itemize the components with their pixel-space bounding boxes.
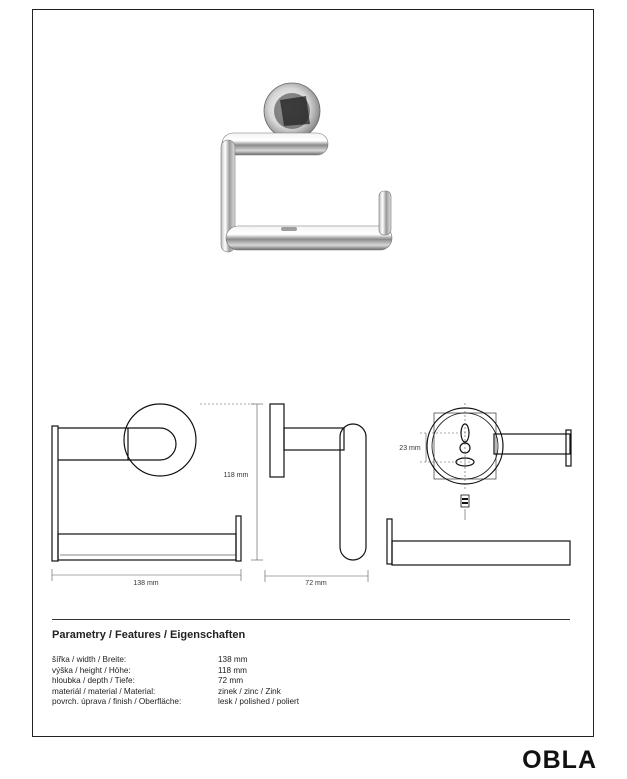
height-dimension-label: 118 mm (223, 472, 249, 479)
spec-value: zinek / zinc / Zink (218, 686, 281, 696)
spec-row-height (52, 666, 452, 677)
spec-value: 138 mm (218, 655, 248, 664)
spec-row-width (52, 655, 452, 666)
spec-row-material (52, 687, 452, 698)
spec-label: materiál / material / Material: (52, 686, 156, 696)
spec-row-depth (52, 676, 452, 687)
spec-table (52, 655, 452, 708)
hole-spacing-label: 23 mm (399, 445, 421, 452)
features-heading: Parametry / Features / Eigenschaften (52, 629, 246, 641)
spec-row-finish (52, 697, 452, 708)
spec-value: lesk / polished / poliert (218, 697, 300, 706)
spec-label: hloubka / depth / Tiefe: (52, 676, 135, 685)
spec-value: 72 mm (218, 676, 244, 685)
spec-label: povrch. úprava / finish / Oberfläche: (52, 697, 182, 706)
front-view (52, 404, 241, 561)
section-divider (52, 619, 570, 620)
depth-dimension-label: 72 mm (305, 580, 327, 587)
width-dimension-label: 138 mm (133, 580, 159, 587)
spec-label: výška / height / Höhe: (52, 665, 131, 675)
mount-view (387, 408, 571, 565)
side-view (270, 404, 366, 560)
spec-value: 118 mm (218, 665, 247, 675)
brand-name: OBLA (522, 746, 597, 774)
spec-label: šířka / width / Breite: (52, 655, 127, 664)
